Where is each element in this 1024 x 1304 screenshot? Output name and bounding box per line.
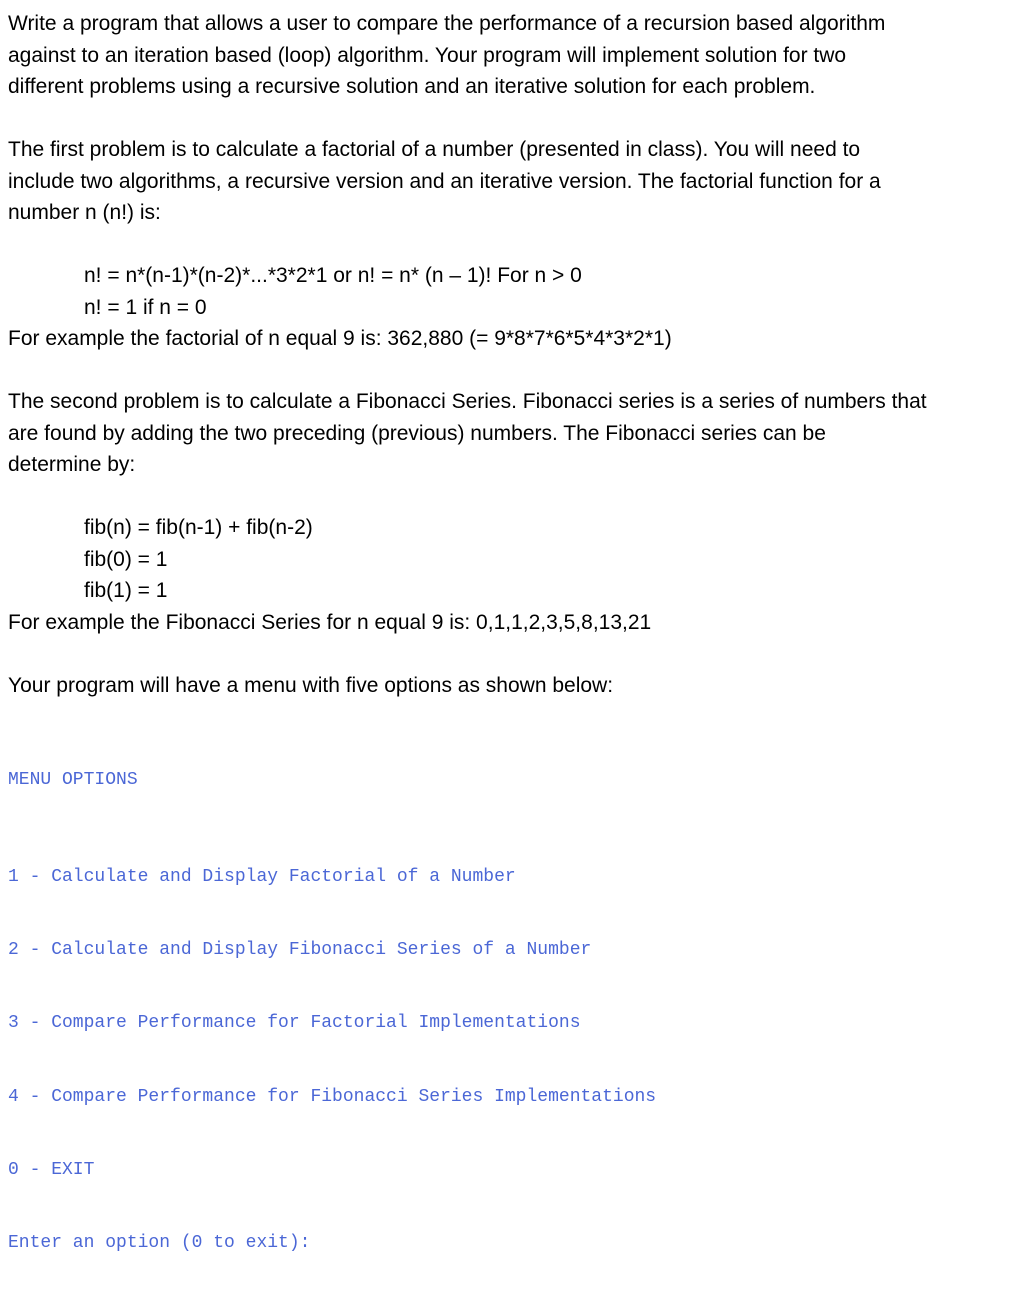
menu-header: MENU OPTIONS <box>8 769 138 790</box>
fibonacci-line-3: determine by: <box>8 453 136 476</box>
fibonacci-formula-line-3: fib(1) = 1 <box>84 579 168 602</box>
spacer <box>8 481 1018 513</box>
assignment-document <box>8 8 1018 1304</box>
menu-option-1: 1 - Calculate and Display Factorial of a Number <box>8 867 516 888</box>
menu-intro: Your program will have a menu with five options as shown below: <box>8 673 614 697</box>
intro-line-1: Write a program that allows a user to compare the performance of a recursion based algorithm <box>8 12 886 35</box>
fibonacci-formula-line-2: fib(0) = 1 <box>84 547 168 571</box>
intro-line-2: against to an iteration based (loop) algorithm. Your program will implement solution for two <box>8 43 847 67</box>
fibonacci-formula-line-1: fib(n) = fib(n-1) + fib(n-2) <box>84 516 313 539</box>
factorial-formula <box>8 260 1018 323</box>
fibonacci-paragraph <box>8 386 1018 481</box>
intro-line-3: different problems using a recursive solution and an iterative solution for each problem. <box>8 75 816 98</box>
fibonacci-formula <box>8 512 1018 607</box>
menu-option-4: 4 - Compare Performance for Fibonacci Series Implementations <box>8 1086 657 1107</box>
intro-paragraph <box>8 8 1018 103</box>
spacer <box>8 355 1018 387</box>
menu-option-2: 2 - Calculate and Display Fibonacci Series of a Number <box>8 940 592 961</box>
menu-option-3: 3 - Compare Performance for Factorial Implementations <box>8 1013 581 1034</box>
fibonacci-line-1: The second problem is to calculate a Fibonacci Series. Fibonacci series is a series of numbers that <box>8 390 927 413</box>
factorial-line-1: The first problem is to calculate a factorial of a number (presented in class). You will need to <box>8 138 861 161</box>
fibonacci-example: For example the Fibonacci Series for n equal 9 is: 0,1,1,2,3,5,8,13,21 <box>8 610 652 634</box>
console-menu <box>8 701 1018 1304</box>
factorial-example: For example the factorial of n equal 9 is: 362,880 (= 9*8*7*6*5*4*3*2*1) <box>8 327 672 350</box>
spacer <box>8 638 1018 670</box>
factorial-line-3: number n (n!) is: <box>8 201 161 224</box>
menu-option-exit: 0 - EXIT <box>8 1159 95 1180</box>
fibonacci-line-2: are found by adding the two preceding (previous) numbers. The Fibonacci series can be <box>8 421 826 445</box>
menu-prompt: Enter an option (0 to exit): <box>8 1233 311 1254</box>
spacer <box>8 229 1018 261</box>
factorial-paragraph <box>8 134 1018 229</box>
factorial-formula-line-2: n! = 1 if n = 0 <box>84 295 207 319</box>
factorial-formula-line-1: n! = n*(n-1)*(n-2)*...*3*2*1 or n! = n* (n – 1)! For n > 0 <box>84 264 582 287</box>
spacer <box>8 103 1018 135</box>
factorial-line-2: include two algorithms, a recursive version and an iterative version. The factorial function for a <box>8 169 881 193</box>
